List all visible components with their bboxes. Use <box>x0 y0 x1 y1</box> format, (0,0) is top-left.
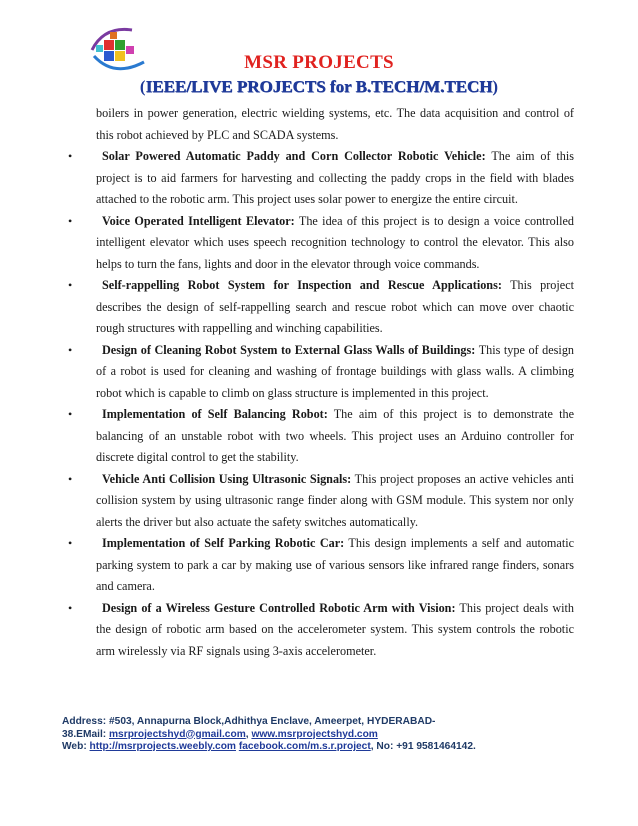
project-item-description: This project deals with the design of robotic arm based on the accelerometer system. This system controls the robotic arm wirelessly via RF signals using 3-axis accelerometer. <box>96 600 574 658</box>
bullet-icon: • <box>68 536 73 550</box>
subtitle-text: IEEE/LIVE PROJECTS for B.TECH/M.TECH <box>145 77 493 96</box>
footer-web-line <box>62 741 582 754</box>
page-title: MSR PROJECTS <box>244 52 394 73</box>
bullet-icon: • <box>68 600 73 615</box>
project-item-description: This type of design of a robot is used for cleaning and washing of frontage buildings with glass walls. A climbing robot which is capable to climb on glass structure is implemented in this project. <box>96 342 575 400</box>
footer-website-link[interactable]: www.msrprojectshyd.com <box>251 728 378 740</box>
page-footer <box>62 716 582 754</box>
project-list-item <box>68 340 575 405</box>
project-item-title: Voice Operated Intelligent Elevator: <box>102 213 295 228</box>
bullet-icon: • <box>68 342 73 357</box>
project-item-description: This project proposes an active vehicles anti collision system by using ultrasonic range finder along with GSM module. This system nor only alerts the driver but also actuate the safety switches automatically. <box>96 471 575 529</box>
project-item-title: Solar Powered Automatic Paddy and Corn Collector Robotic Vehicle: <box>102 149 486 163</box>
bullet-icon: • <box>68 149 73 163</box>
footer-sep: , <box>245 728 252 740</box>
project-list-item <box>68 275 574 340</box>
project-list-item <box>68 469 575 534</box>
project-item-title: Vehicle Anti Collision Using Ultrasonic Signals: <box>102 471 352 486</box>
project-item-description: The aim of this project is to aid farmers for harvesting and collecting the paddy crops in the field with blades attached to the robotic arm. This project uses solar power to energize the entire circuit. <box>96 149 575 206</box>
project-item-title: Design of a Wireless Gesture Controlled Robotic Arm with Vision: <box>102 600 456 615</box>
project-item-title: Implementation of Self Balancing Robot: <box>102 407 328 421</box>
project-item-description: The idea of this project is to design a voice controlled intelligent elevator which uses speech recognition technology to control the elevator. This also helps to turn the fans, lights and door in the elevator through voice commands. <box>96 213 574 271</box>
footer-phone: , No: +91 9581464142. <box>370 741 476 752</box>
footer-email-link[interactable]: msrprojectshyd@gmail.com <box>109 728 246 740</box>
project-list-item <box>68 211 574 276</box>
bullet-icon: • <box>68 471 73 486</box>
project-item-title: Design of Cleaning Robot System to External Glass Walls of Buildings: <box>102 342 476 357</box>
project-list-item <box>68 598 574 663</box>
footer-email-line <box>62 729 582 742</box>
bullet-icon: • <box>68 407 73 421</box>
footer-weebly-link[interactable]: http://msrprojects.weebly.com <box>89 741 236 752</box>
project-item-title: Self-rappelling Robot System for Inspection and Rescue Applications: <box>102 278 502 292</box>
project-item-description: This design implements a self and automatic parking system to park a car by making use of various sensors like infrared range finders, sonars and camera. <box>96 536 575 593</box>
footer-email-prefix: 38.EMail: <box>62 728 109 740</box>
project-item-description: This project describes the design of self-rappelling search and rescue robot which can move over chaotic rough structures with rappelling and winching capabilities. <box>96 278 574 335</box>
intro-paragraph: boilers in power generation, electric wielding systems, etc. The data acquisition and control of this robot achieved by PLC and SCADA systems. <box>96 106 574 142</box>
footer-web-prefix: Web: <box>62 741 90 752</box>
document-body <box>68 103 575 662</box>
bullet-icon: • <box>68 278 73 292</box>
footer-address: Address: #503, Annapurna Block,Adhithya Enclave, Ameerpet, HYDERABAD- <box>62 716 436 727</box>
project-list-item <box>68 404 574 469</box>
page-subtitle: (IEEE/LIVE PROJECTS for B.TECH/M.TECH) <box>139 77 499 96</box>
project-item-description: The aim of this project is to demonstrate the balancing of an unstable robot with two wheels. This project uses an Arduino controller for discrete digital control to get the stability. <box>96 407 574 464</box>
project-list-item <box>68 146 575 211</box>
project-list <box>68 146 575 662</box>
footer-facebook-link[interactable]: facebook.com/m.s.r.project <box>238 741 371 752</box>
project-list-item <box>68 533 575 598</box>
bullet-icon: • <box>68 213 73 228</box>
project-item-title: Implementation of Self Parking Robotic Car: <box>102 536 345 550</box>
